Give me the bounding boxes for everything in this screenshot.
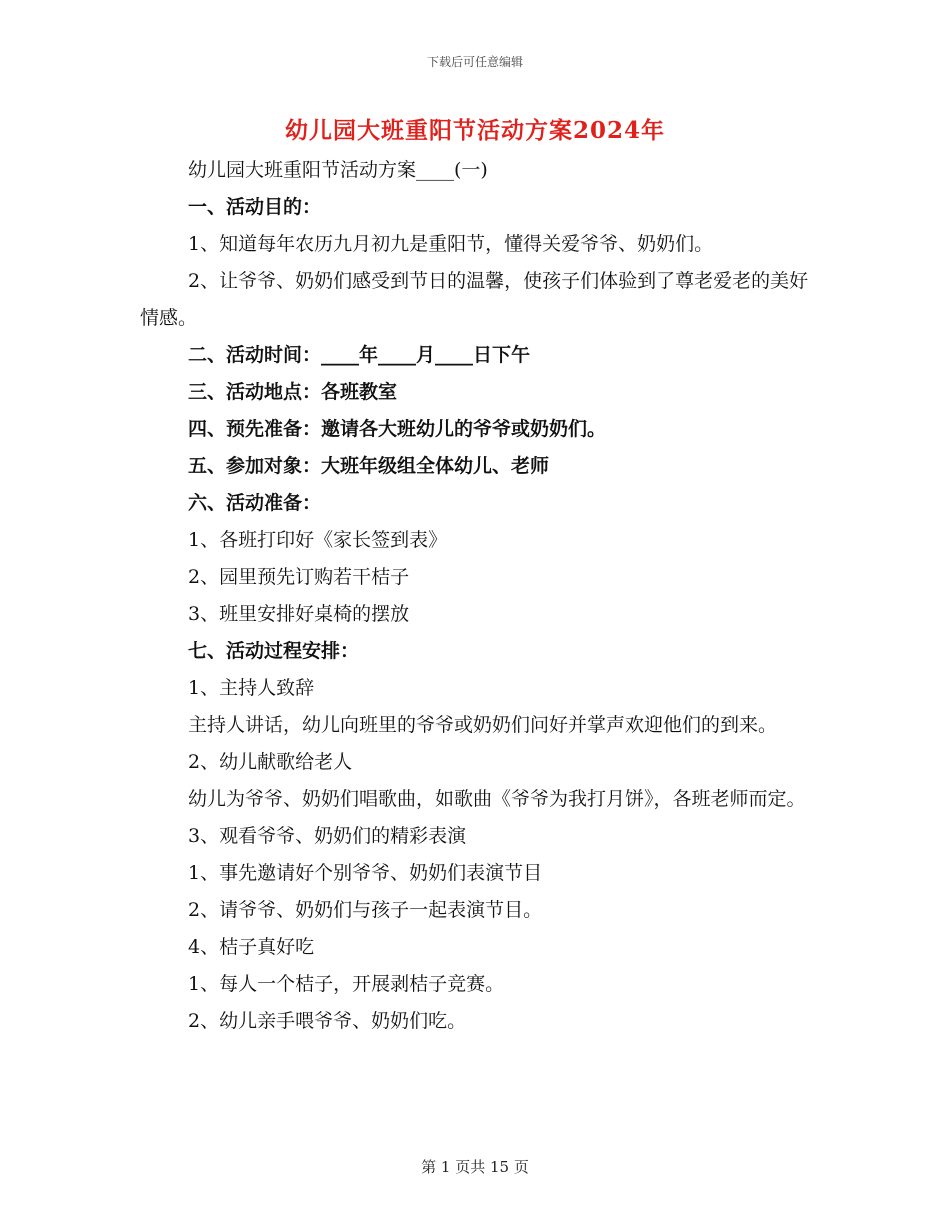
document-body [140,152,810,1040]
page-footer: 第 1 页共 15 页 [421,1158,529,1176]
paragraph-10: 1、各班打印好《家长签到表》 [188,529,448,551]
paragraph-13: 七、活动过程安排： [188,640,360,662]
paragraph-6: 三、活动地点：各班教室 [188,381,398,403]
page-header: 下载后可任意编辑 [426,55,523,69]
paragraph-9: 六、活动准备： [188,492,322,514]
paragraph-5: 二、活动时间：____年____月____日下午 [188,344,531,366]
paragraph-18: 3、观看爷爷、奶奶们的精彩表演 [188,825,467,847]
document-title: 幼儿园大班重阳节活动方案2024年 [284,117,665,144]
paragraph-15: 主持人讲话，幼儿向班里的爷爷或奶奶们问好并掌声欢迎他们的到来。 [188,714,778,736]
paragraph-17: 幼儿为爷爷、奶奶们唱歌曲，如歌曲《爷爷为我打月饼》，各班老师而定。 [188,788,806,810]
paragraph-22: 1、每人一个桔子，开展剥桔子竞赛。 [188,973,505,995]
paragraph-11: 2、园里预先订购若干桔子 [188,566,410,588]
paragraph-12: 3、班里安排好桌椅的摆放 [188,603,410,625]
paragraph-8: 五、参加对象：大班年级组全体幼儿、老师 [188,455,550,477]
paragraph-2: 一、活动目的： [188,196,322,218]
paragraph-4: 2、让爷爷、奶奶们感受到节日的温馨，使孩子们体验到了尊老爱老的美好情感。 [140,270,809,329]
paragraph-3: 1、知道每年农历九月初九是重阳节，懂得关爱爷爷、奶奶们。 [188,233,714,255]
paragraph-21: 4、桔子真好吃 [188,936,315,958]
paragraph-20: 2、请爷爷、奶奶们与孩子一起表演节目。 [188,899,543,921]
paragraph-23: 2、幼儿亲手喂爷爷、奶奶们吃。 [188,1010,467,1032]
paragraph-16: 2、幼儿献歌给老人 [188,751,353,773]
paragraph-19: 1、事先邀请好个别爷爷、奶奶们表演节目 [188,862,543,884]
paragraph-1: 幼儿园大班重阳节活动方案____(一) [188,159,488,181]
paragraph-7: 四、预先准备：邀请各大班幼儿的爷爷或奶奶们。 [188,418,607,440]
paragraph-14: 1、主持人致辞 [188,677,315,699]
